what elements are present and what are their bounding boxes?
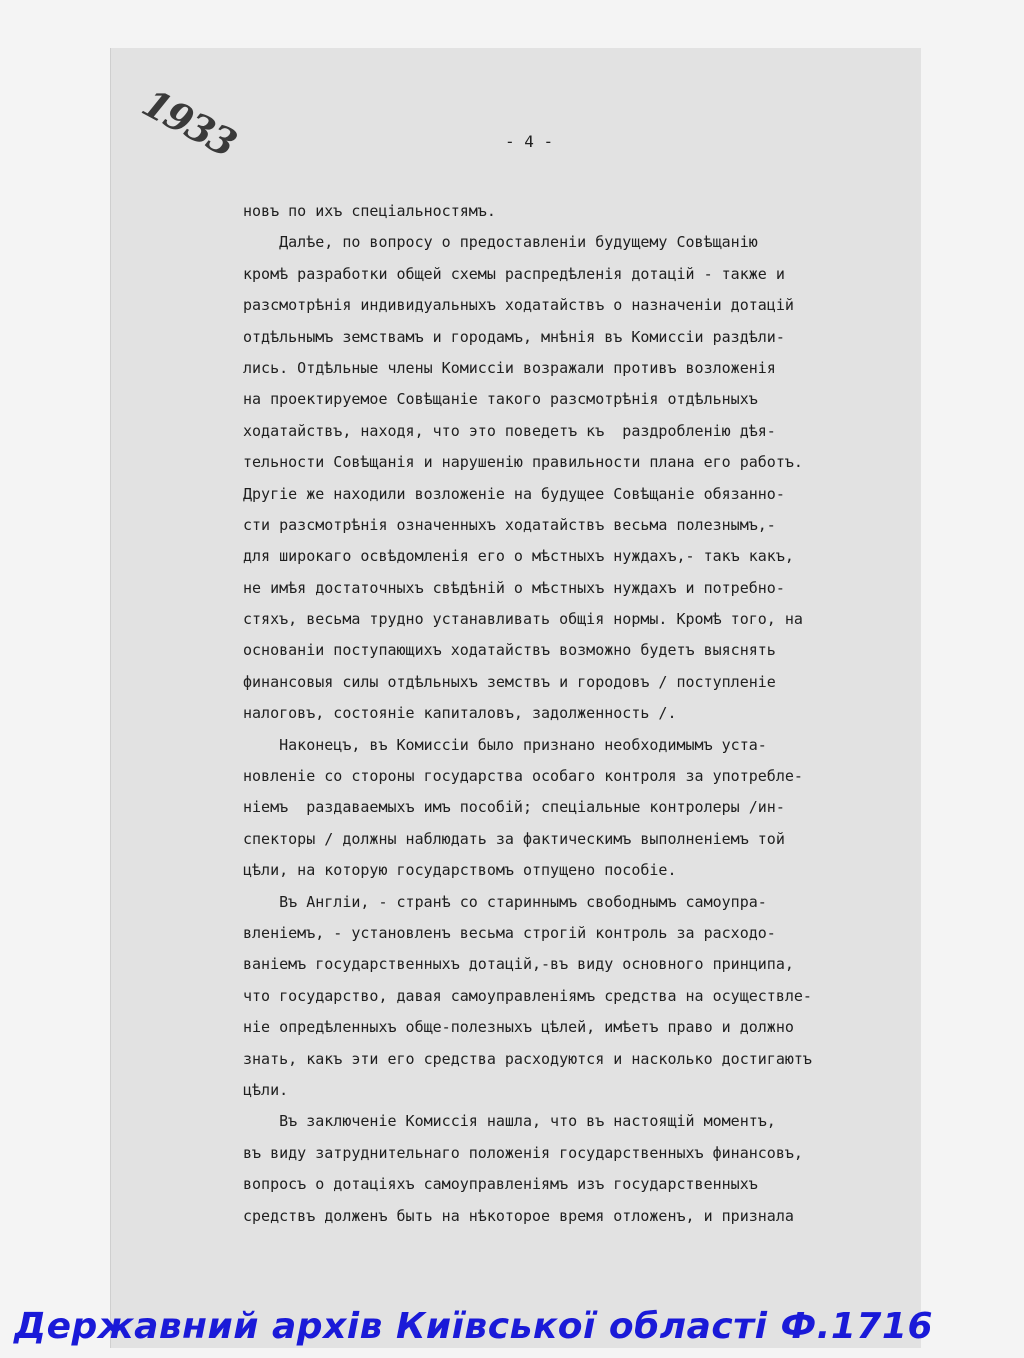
typed-body-text (243, 196, 893, 1232)
text-line: для широкаго освѣдомленія его о мѣстныхъ нуждахъ,- такъ какъ, (243, 547, 794, 566)
text-line: въ виду затруднительнаго положенія государственныхъ финансовъ, (243, 1143, 803, 1162)
text-line: новъ по ихъ спеціальностямъ. (243, 202, 496, 220)
text-line: вопросъ о дотаціяхъ самоуправленіямъ изъ государственныхъ (243, 1175, 758, 1194)
text-line: вленіемъ, - установленъ весьма строгій контроль за расходо- (243, 923, 776, 942)
text-line: не имѣя достаточныхъ свѣдѣній о мѣстныхъ нуждахъ и потребно- (243, 578, 785, 597)
text-line: цѣли. (243, 1080, 289, 1099)
text-line: спекторы / должны наблюдать за фактическимъ выполненіемъ той (243, 829, 785, 848)
text-line: налоговъ, состояніе капиталовъ, задолженность /. (243, 704, 677, 723)
text-line: разсмотрѣнія индивидуальныхъ ходатайствъ о назначеніи дотацій (243, 296, 794, 315)
archive-watermark: Державний архів Київської області Ф.1716 (14, 1306, 934, 1347)
text-line: Наконецъ, въ Комиссіи было признано необходимымъ уста- (243, 735, 767, 754)
text-line: ніемъ раздаваемыхъ имъ пособій; спеціальные контролеры /ин- (243, 798, 785, 817)
text-line: новленіе со стороны государства особаго контроля за употребле- (243, 767, 803, 786)
text-line: Въ заключеніе Комиссія нашла, что въ настоящій моментъ, (243, 1112, 776, 1131)
text-line: отдѣльнымъ земствамъ и городамъ, мнѣнія въ Комиссіи раздѣли- (243, 327, 785, 346)
text-line: что государство, давая самоуправленіямъ средства на осуществле- (243, 986, 812, 1005)
text-line: Далѣе, по вопросу о предоставленіи будущему Совѣщанію (243, 233, 758, 252)
text-line: знать, какъ эти его средства расходуются и насколько достигаютъ (243, 1049, 812, 1068)
page-number: - 4 - (505, 132, 554, 151)
text-line: основаніи поступающихъ ходатайствъ возможно будетъ выяснять (243, 641, 776, 660)
text-line: ваніемъ государственныхъ дотацій,-въ виду основного принципа, (243, 955, 794, 974)
text-line: финансовыя силы отдѣльныхъ земствъ и городовъ / поступленіе (243, 672, 776, 691)
text-line: на проектируемое Совѣщаніе такого разсмотрѣнія отдѣльныхъ (243, 390, 758, 409)
text-line: Въ Англіи, - странѣ со стариннымъ свободнымъ самоупра- (243, 892, 767, 911)
text-line: ходатайствъ, находя, что это поведетъ къ раздробленію дѣя- (243, 421, 776, 440)
handwritten-archive-number: 1933 (135, 79, 243, 166)
text-line: Другіе же находили возложеніе на будущее Совѣщаніе обязанно- (243, 484, 785, 503)
text-line: сти разсмотрѣнія означенныхъ ходатайствъ весьма полезнымъ,- (243, 515, 776, 534)
text-line: кромѣ разработки общей схемы распредѣленія дотацій - также и (243, 264, 785, 283)
text-line: цѣли, на которую государствомъ отпущено пособіе. (243, 861, 677, 880)
text-line: лись. Отдѣльные члены Комиссіи возражали противъ возложенія (243, 358, 776, 377)
text-line: тельности Совѣщанія и нарушенію правильности плана его работъ. (243, 453, 803, 472)
text-line: средствъ долженъ быть на нѣкоторое время отложенъ, и признала (243, 1206, 794, 1225)
text-line: ніе опредѣленныхъ обще-полезныхъ цѣлей, имѣетъ право и должно (243, 1018, 794, 1037)
text-line: стяхъ, весьма трудно устанавливать общія нормы. Кромѣ того, на (243, 610, 803, 629)
